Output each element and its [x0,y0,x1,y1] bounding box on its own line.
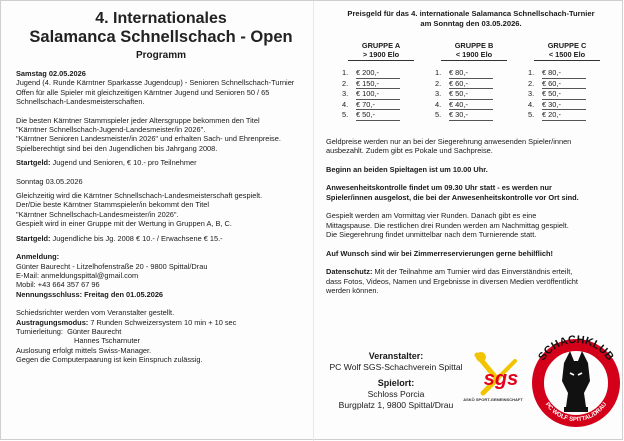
prize-row: 5. € 30,- [435,110,513,121]
prize-note-line: Geldpreise werden nur an bei der Siegerehrung anwesenden Spieler/innen [326,136,572,146]
registration-label: Anmeldung: [16,252,60,262]
prize-column [326,9,616,296]
prize-row: 4. € 70,- [342,100,420,111]
fee-label: Startgeld: [16,158,51,168]
prize-row: 1. € 80,- [435,68,513,79]
venue-label: Spielort: [377,378,415,388]
prize-value: € 80,- [449,68,493,79]
prize-row: 5. € 20,- [528,110,606,121]
registration-address: Günter Baurecht - Litzelhofenstraße 20 - 9800 Spittal/Drau [16,261,208,271]
mode-text: 7 Runden Schweizersystem 10 min + 10 sec [88,317,237,327]
saturday-fee [16,158,306,167]
prize-value: € 100,- [356,89,400,100]
title-line-2: Salamanca Schnellschach - Open [29,28,293,46]
program-column [16,9,306,365]
privacy-line [326,267,616,277]
prize-row: 3. € 50,- [528,89,606,100]
saturday-prize-line: Die besten Kärntner Stammspieler jeder Altersgruppe bekommen den Titel [16,115,260,125]
group-b [435,41,513,121]
prize-value: € 60,- [542,79,586,90]
sgs-logo-text: sgs [483,368,519,390]
fold-line [313,1,314,441]
club-name-top: SCHACHKLUB [536,333,616,363]
prize-row: 3. € 50,- [435,89,513,100]
saturday-prize-line: Spielberechtigt sind bei den Jugendlichen bis Jahrgang 2008. [16,143,218,153]
sunday-line: "Kärntner Schnellschach-Landesmeister/in 2026". [16,209,179,219]
venue-name: Schloss Porcia [367,389,425,399]
prize-value: € 50,- [356,110,400,121]
organizer-name: PC Wolf SGS-Schachverein Spittal [329,362,463,372]
wolf-head-icon [562,351,590,407]
sgs-logo [463,349,531,411]
schedule-line: Gespielt werden am Vormittag vier Runden. Danach gibt es eine [326,211,537,220]
prize-value: € 70,- [356,100,400,111]
prize-value: € 30,- [449,110,493,121]
club-name-bottom: PC WOLF SPITTAL/DRAU [543,401,609,424]
room-reservation-note: Auf Wunsch sind wir bei Zimmerreservierungen gerne behilflich! [326,248,553,258]
prize-value: € 200,- [356,68,400,79]
saturday-prize-line: "Kärntner Schnellschach-Jugend-Landesmeister/in 2026". [16,125,206,135]
saturday-line: Jugend (4. Runde Kärntner Sparkasse Jugendcup) - Senioren Schnellschach-Turnier [16,78,295,88]
organizer-label: Veranstalter: [368,351,424,361]
prize-row: 2. € 150,- [342,79,420,90]
prize-value: € 150,- [356,79,400,90]
prize-title-line-1: Preisgeld für das 4. internationale Salamanca Schnellschach-Turnier [347,9,595,18]
fee-text: Jugendliche bis Jg. 2008 € 10.- / Erwachsene € 15.- [50,233,223,243]
prize-title-line-2: am Sonntag den 03.05.2026. [420,19,522,28]
mode-label: Austragungsmodus: [16,317,89,327]
prize-value: € 50,- [449,89,493,100]
mode-line [16,318,306,327]
prize-row: 4. € 30,- [528,100,606,111]
prize-value: € 20,- [542,110,586,121]
saturday-line: Schnellschach-Landesmeisterschaften. [16,97,145,107]
group-name: GRUPPE B [454,41,494,50]
privacy-line: dass Fotos, Videos, Namen und Ergebnisse in diversen Medien veröffentlicht [326,276,578,286]
group-rating: > 1900 Elo [348,50,414,61]
prize-row: 3. € 100,- [342,89,420,100]
prize-value: € 50,- [542,89,586,100]
saturday-line: Offen für alle Spieler mit gleichzeitigen Kärntner Jugend und Senioren 50 / 65 [16,87,270,97]
prize-value: € 40,- [449,100,493,111]
group-name: GRUPPE C [547,41,587,50]
sunday-date: Sonntag 03.05.2026 [16,176,83,186]
prize-row: 2. € 60,- [435,79,513,90]
venue-address: Burgplatz 1, 9800 Spittal/Drau [338,400,454,410]
privacy-text: Mit der Teilnahme am Turnier wird das Einverständnis erteilt, [372,267,573,276]
group-rating: < 1900 Elo [441,50,507,61]
pairing-line: Gegen die Computerpaarung ist kein Einspruch zulässig. [16,355,203,365]
saturday-prize-line: "Kärntner Senioren Landesmeister/in 2026" und erhalten Sach- und Ehrenpreise. [16,134,281,144]
start-time: Beginn an beiden Spieltagen ist um 10.00 Uhr. [326,164,488,174]
schedule-line: Mittagspause. Die restlichen drei Runden werden am Nachmittag gespielt. [326,220,569,230]
program-subtitle: Programm [135,50,186,61]
organizer-block [326,351,466,411]
sunday-line: Gespielt wird in einer Gruppe mit der Wertung in Gruppen A, B, C. [16,219,232,229]
prize-row: 4. € 40,- [435,100,513,111]
group-rating: < 1500 Elo [534,50,600,61]
sgs-logo-subtext: ASKÖ SPORT-GEMEINSCHAFT [463,397,523,402]
schachklub-logo [528,323,624,433]
saturday-date: Samstag 02.05.2026 [16,69,86,78]
registration-phone[interactable]: Mobil: +43 664 357 67 96 [16,280,100,290]
privacy-line: werden können. [326,286,379,295]
prize-row: 5. € 50,- [342,110,420,121]
title-line-1: 4. Internationales [95,10,227,27]
schedule-line: Die Siegerehrung findet unmittelbar nach dem Turnierende statt. [326,230,537,239]
deadline: Nennungsschluss: Freitag den 01.05.2026 [16,289,164,299]
group-c [528,41,606,121]
lead-name-2: Hannes Tscharnuter [74,336,141,346]
lead-label: Turnierleitung: [16,326,63,336]
sunday-line: Gleichzeitig wird die Kärntner Schnellschach-Landesmeisterschaft gespielt. [16,191,263,201]
registration-email[interactable]: E-Mail: anmeldungspittal@gmail.com [16,270,139,280]
sunday-line: Der/Die beste Kärntner Stammspieler/in bekommt den Titel [16,200,210,210]
prize-row: 1. € 80,- [528,68,606,79]
lead-line [16,327,306,336]
prize-value: € 30,- [542,100,586,111]
chess-piece-base [564,407,588,412]
sgs-figure-head [476,352,486,362]
fee-label: Startgeld: [16,233,51,243]
check-in-line: Spieler/innen ausgelost, die bei der Anwesenheitskontrolle vor Ort sind. [326,192,579,202]
prize-groups [326,41,616,121]
prize-row: 1. € 200,- [342,68,420,79]
prize-value: € 80,- [542,68,586,79]
privacy-label: Datenschutz: [326,267,373,276]
group-a [342,41,420,121]
prize-value: € 60,- [449,79,493,90]
prize-row: 2. € 60,- [528,79,606,90]
referee-line: Schiedsrichter werden vom Veranstalter gestellt. [16,308,175,318]
sunday-fee [16,234,306,243]
fee-text: Jugend und Senioren, € 10.- pro Teilnehmer [50,158,197,168]
lead-name-1: Günter Baurecht [67,326,122,336]
pairing-line: Auslosung erfolgt mittels Swiss-Manager. [16,345,152,355]
prize-note-line: ausbezahlt. Zudem gibt es Pokale und Sachpreise. [326,146,493,155]
check-in-line: Anwesenheitskontrolle findet um 09.30 Uhr statt - es werden nur [326,183,552,192]
group-name: GRUPPE A [361,41,401,50]
